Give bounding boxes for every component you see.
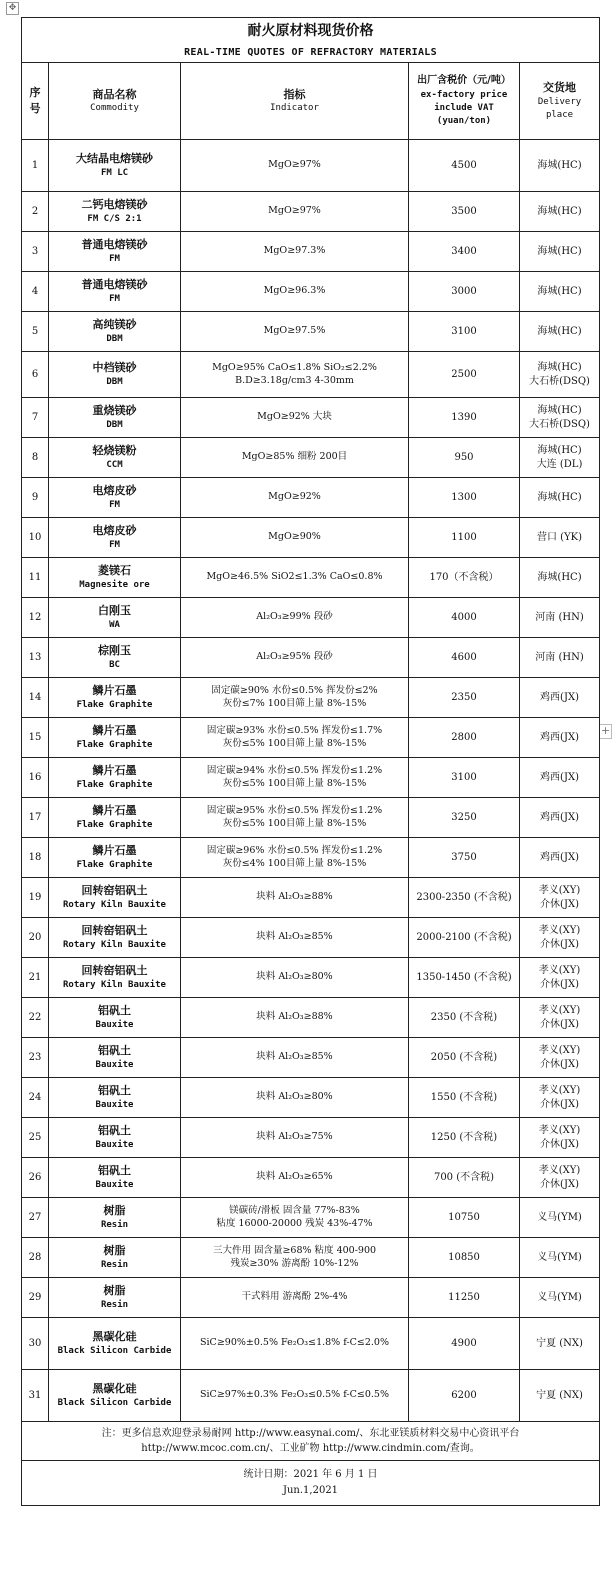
delivery-place-cell: 孝义(XY) 介休(JX) [520,1038,600,1078]
commodity-cell: 鳞片石墨 Flake Graphite [49,718,181,758]
delivery-place-cell: 鸡西(JX) [520,758,600,798]
commodity-cell: 铝矾土 Bauxite [49,1078,181,1118]
row-number: 23 [22,1038,49,1078]
delivery-place-cell: 义马(YM) [520,1198,600,1238]
delivery-place-cell: 海城(HC) 大连 (DL) [520,438,600,478]
price-cell: 3100 [409,758,520,798]
table-row [22,958,600,998]
indicator-cell: MgO≥95% CaO≤1.8% SiO₂≤2.2% B.D≥3.18g/cm3 4-30mm [181,352,409,398]
delivery-place-cell: 营口 (YK) [520,518,600,558]
price-cell: 10850 [409,1238,520,1278]
row-number: 20 [22,918,49,958]
price-cell: 3400 [409,232,520,272]
commodity-cell: 铝矾土 Bauxite [49,1038,181,1078]
table-row [22,1278,600,1318]
indicator-cell: 块料 Al₂O₃≥80% [181,958,409,998]
indicator-cell: MgO≥85% 细粉 200目 [181,438,409,478]
price-cell: 3500 [409,192,520,232]
row-number: 16 [22,758,49,798]
table-row [22,352,600,398]
commodity-cell: 铝矾土 Bauxite [49,998,181,1038]
delivery-place-cell: 海城(HC) 大石桥(DSQ) [520,352,600,398]
indicator-cell: MgO≥92% [181,478,409,518]
commodity-cell: 鳞片石墨 Flake Graphite [49,798,181,838]
row-number: 30 [22,1318,49,1370]
price-cell: 4000 [409,598,520,638]
price-cell: 4600 [409,638,520,678]
price-cell: 3750 [409,838,520,878]
table-row [22,798,600,838]
commodity-cell: 普通电熔镁砂 FM [49,272,181,312]
price-cell: 2500 [409,352,520,398]
indicator-cell: MgO≥92% 大块 [181,398,409,438]
table-row [22,838,600,878]
row-number: 31 [22,1370,49,1422]
commodity-cell: 黑碳化硅 Black Silicon Carbide [49,1318,181,1370]
delivery-place-cell: 海城(HC) [520,140,600,192]
delivery-place-cell: 鸡西(JX) [520,798,600,838]
price-cell: 3000 [409,272,520,312]
table-row [22,398,600,438]
price-cell: 10750 [409,1198,520,1238]
row-number: 8 [22,438,49,478]
delivery-place-cell: 义马(YM) [520,1278,600,1318]
delivery-place-cell: 海城(HC) 大石桥(DSQ) [520,398,600,438]
table-row [22,758,600,798]
table-row [22,558,600,598]
table-row [22,232,600,272]
price-cell: 3100 [409,312,520,352]
delivery-place-cell: 孝义(XY) 介休(JX) [520,1118,600,1158]
header-delivery-place: 交货地 Delivery place [520,63,600,140]
indicator-cell: MgO≥90% [181,518,409,558]
price-cell: 1390 [409,398,520,438]
row-number: 4 [22,272,49,312]
price-cell: 1250 (不含税) [409,1118,520,1158]
table-row [22,1038,600,1078]
delivery-place-cell: 海城(HC) [520,272,600,312]
commodity-cell: 树脂 Resin [49,1238,181,1278]
commodity-cell: 普通电熔镁砂 FM [49,232,181,272]
commodity-cell: 回转窑铝矾土 Rotary Kiln Bauxite [49,958,181,998]
row-number: 18 [22,838,49,878]
commodity-cell: 鳞片石墨 Flake Graphite [49,678,181,718]
delivery-place-cell: 河南 (HN) [520,638,600,678]
price-cell: 2000-2100 (不含税) [409,918,520,958]
indicator-cell: Al₂O₃≥95% 段砂 [181,638,409,678]
row-number: 1 [22,140,49,192]
price-cell: 2050 (不含税) [409,1038,520,1078]
indicator-cell: MgO≥96.3% [181,272,409,312]
commodity-cell: 白刚玉 WA [49,598,181,638]
price-cell: 1300 [409,478,520,518]
delivery-place-cell: 宁夏 (NX) [520,1370,600,1422]
header-commodity: 商品名称 Commodity [49,63,181,140]
table-title-en: REAL-TIME QUOTES OF REFRACTORY MATERIALS [22,44,600,63]
indicator-cell: MgO≥97% [181,192,409,232]
row-number: 22 [22,998,49,1038]
delivery-place-cell: 海城(HC) [520,232,600,272]
indicator-cell: 块料 Al₂O₃≥75% [181,1118,409,1158]
delivery-place-cell: 海城(HC) [520,478,600,518]
table-row [22,478,600,518]
commodity-cell: 电熔皮砂 FM [49,478,181,518]
commodity-cell: 树脂 Resin [49,1198,181,1238]
delivery-place-cell: 孝义(XY) 介休(JX) [520,998,600,1038]
indicator-cell: 块料 Al₂O₃≥65% [181,1158,409,1198]
commodity-cell: 高纯镁砂 DBM [49,312,181,352]
table-row [22,1370,600,1422]
commodity-cell: 重烧镁砂 DBM [49,398,181,438]
delivery-place-cell: 鸡西(JX) [520,718,600,758]
table-row [22,438,600,478]
indicator-cell: SiC≥97%±0.3% Fe₂O₃≤0.5% f-C≤0.5% [181,1370,409,1422]
table-row [22,192,600,232]
commodity-cell: 轻烧镁粉 CCM [49,438,181,478]
price-table [21,17,600,1506]
table-row [22,998,600,1038]
commodity-cell: 电熔皮砂 FM [49,518,181,558]
row-number: 14 [22,678,49,718]
table-title-cn: 耐火原材料现货价格 [22,18,600,45]
delivery-place-cell: 河南 (HN) [520,598,600,638]
delivery-place-cell: 孝义(XY) 介休(JX) [520,1158,600,1198]
indicator-cell: 固定碳≥90% 水份≤0.5% 挥发份≤2% 灰份≤7% 100目筛上量 8%-15% [181,678,409,718]
table-row [22,1078,600,1118]
indicator-cell: MgO≥97.3% [181,232,409,272]
row-number: 24 [22,1078,49,1118]
commodity-cell: 鳞片石墨 Flake Graphite [49,758,181,798]
row-number: 5 [22,312,49,352]
indicator-cell: 固定碳≥94% 水份≤0.5% 挥发份≤1.2% 灰份≤5% 100目筛上量 8%-15% [181,758,409,798]
table-row [22,272,600,312]
commodity-cell: 黑碳化硅 Black Silicon Carbide [49,1370,181,1422]
price-cell: 170（不含税） [409,558,520,598]
delivery-place-cell: 宁夏 (NX) [520,1318,600,1370]
header-price: 出厂含税价（元/吨） ex-factory price include VAT (yuan/ton) [409,63,520,140]
row-number: 19 [22,878,49,918]
commodity-cell: 铝矾土 Bauxite [49,1118,181,1158]
delivery-place-cell: 孝义(XY) 介休(JX) [520,958,600,998]
table-row [22,1318,600,1370]
table-row [22,878,600,918]
indicator-cell: MgO≥46.5% SiO2≤1.3% CaO≤0.8% [181,558,409,598]
row-number: 2 [22,192,49,232]
table-row [22,312,600,352]
price-cell: 6200 [409,1370,520,1422]
price-cell: 1100 [409,518,520,558]
indicator-cell: 固定碳≥95% 水份≤0.5% 挥发份≤1.2% 灰份≤5% 100目筛上量 8%-15% [181,798,409,838]
table-row [22,518,600,558]
row-number: 21 [22,958,49,998]
indicator-cell: 干式料用 游离酚 2%-4% [181,1278,409,1318]
indicator-cell: 三大件用 固含量≥68% 粘度 400-900 残炭≥30% 游离酚 10%-12% [181,1238,409,1278]
commodity-cell: 回转窑铝矾土 Rotary Kiln Bauxite [49,918,181,958]
table-row [22,638,600,678]
delivery-place-cell: 海城(HC) [520,558,600,598]
row-number: 25 [22,1118,49,1158]
price-cell: 4900 [409,1318,520,1370]
indicator-cell: 块料 Al₂O₃≥88% [181,878,409,918]
row-number: 29 [22,1278,49,1318]
header-row [22,63,600,140]
row-number: 27 [22,1198,49,1238]
statistics-date: 统计日期：2021 年 6 月 1 日 Jun.1,2021 [22,1461,600,1506]
table-row [22,1158,600,1198]
delivery-place-cell: 海城(HC) [520,312,600,352]
header-indicator: 指标 Indicator [181,63,409,140]
table-row [22,598,600,638]
commodity-cell: 中档镁砂 DBM [49,352,181,398]
price-cell: 950 [409,438,520,478]
row-number: 11 [22,558,49,598]
indicator-cell: 块料 Al₂O₃≥88% [181,998,409,1038]
commodity-cell: 二钙电熔镁砂 FM C/S 2:1 [49,192,181,232]
delivery-place-cell: 孝义(XY) 介休(JX) [520,918,600,958]
commodity-cell: 大结晶电熔镁砂 FM LC [49,140,181,192]
table-row [22,718,600,758]
table-row [22,140,600,192]
row-number: 6 [22,352,49,398]
table-move-handle-icon[interactable]: ✥ [6,2,19,15]
table-row [22,678,600,718]
commodity-cell: 铝矾土 Bauxite [49,1158,181,1198]
price-cell: 4500 [409,140,520,192]
row-number: 9 [22,478,49,518]
price-cell: 2800 [409,718,520,758]
row-number: 26 [22,1158,49,1198]
row-number: 12 [22,598,49,638]
delivery-place-cell: 孝义(XY) 介休(JX) [520,878,600,918]
table-row [22,918,600,958]
price-cell: 3250 [409,798,520,838]
commodity-cell: 菱镁石 Magnesite ore [49,558,181,598]
indicator-cell: MgO≥97% [181,140,409,192]
row-number: 28 [22,1238,49,1278]
price-cell: 2350 [409,678,520,718]
row-number: 7 [22,398,49,438]
commodity-cell: 鳞片石墨 Flake Graphite [49,838,181,878]
delivery-place-cell: 义马(YM) [520,1238,600,1278]
commodity-cell: 树脂 Resin [49,1278,181,1318]
footer-note: 注：更多信息欢迎登录易耐网 http://www.easynai.com/、东北亚镁质材料交易中心资讯平台 http://www.mcoc.com.cn/、工业矿物 http://www.cindmin.com/查询。 [22,1422,600,1461]
indicator-cell: 固定碳≥93% 水份≤0.5% 挥发份≤1.7% 灰份≤5% 100目筛上量 8%-15% [181,718,409,758]
price-cell: 1550 (不含税) [409,1078,520,1118]
row-number: 13 [22,638,49,678]
delivery-place-cell: 鸡西(JX) [520,678,600,718]
table-row [22,1198,600,1238]
commodity-cell: 棕刚玉 BC [49,638,181,678]
indicator-cell: 块料 Al₂O₃≥85% [181,918,409,958]
indicator-cell: 块料 Al₂O₃≥80% [181,1078,409,1118]
add-column-icon[interactable]: + [600,724,611,737]
table-row [22,1118,600,1158]
table-row [22,1238,600,1278]
row-number: 10 [22,518,49,558]
price-cell: 1350-1450 (不含税) [409,958,520,998]
price-cell: 2300-2350 (不含税) [409,878,520,918]
row-number: 15 [22,718,49,758]
delivery-place-cell: 海城(HC) [520,192,600,232]
indicator-cell: 固定碳≥96% 水份≤0.5% 挥发份≤1.2% 灰份≤4% 100目筛上量 8%-15% [181,838,409,878]
indicator-cell: Al₂O₃≥99% 段砂 [181,598,409,638]
indicator-cell: 块料 Al₂O₃≥85% [181,1038,409,1078]
price-cell: 2350 (不含税) [409,998,520,1038]
commodity-cell: 回转窑铝矾土 Rotary Kiln Bauxite [49,878,181,918]
header-seq: 序 号 [22,63,49,140]
price-cell: 11250 [409,1278,520,1318]
indicator-cell: 镁碳砖/滑板 固含量 77%-83% 粘度 16000-20000 残炭 43%-47% [181,1198,409,1238]
delivery-place-cell: 鸡西(JX) [520,838,600,878]
indicator-cell: SiC≥90%±0.5% Fe₂O₃≤1.8% f-C≤2.0% [181,1318,409,1370]
indicator-cell: MgO≥97.5% [181,312,409,352]
price-cell: 700 (不含税) [409,1158,520,1198]
row-number: 3 [22,232,49,272]
row-number: 17 [22,798,49,838]
delivery-place-cell: 孝义(XY) 介休(JX) [520,1078,600,1118]
